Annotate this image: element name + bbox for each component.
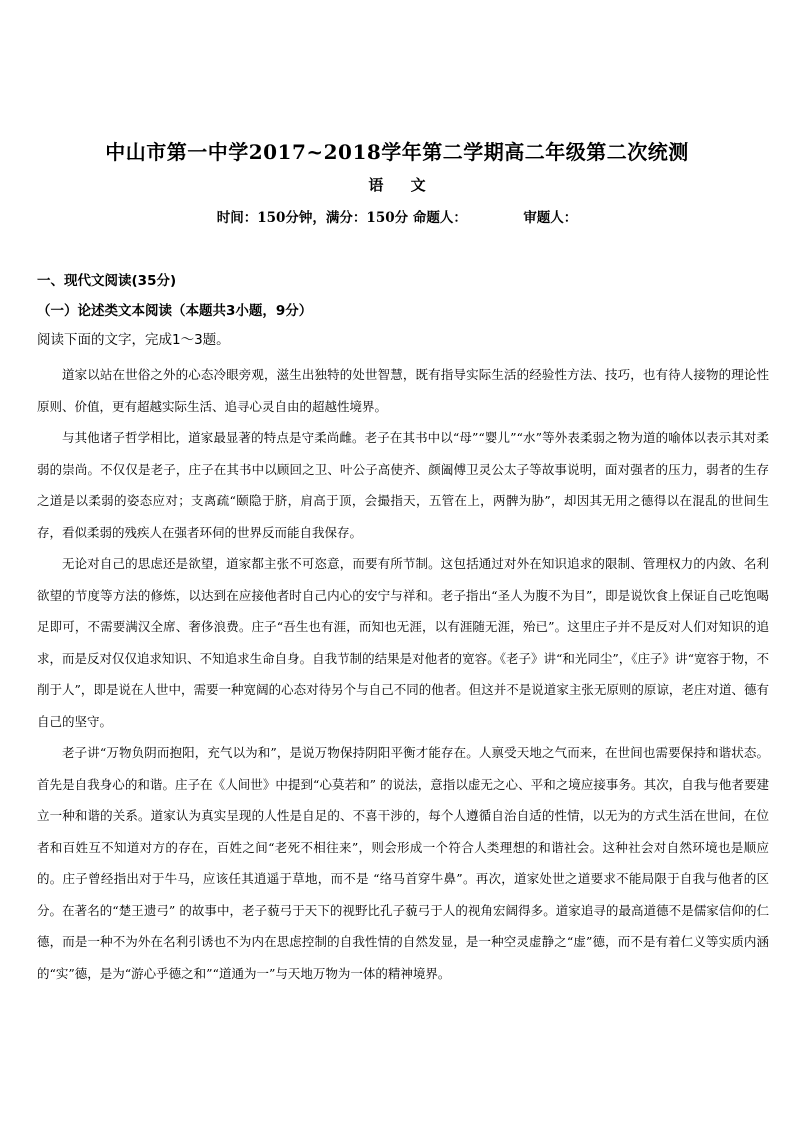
section-heading: 一、现代文阅读(35分) (37, 273, 177, 289)
passage-paragraph-4: 老子讲“万物负阴而抱阳，充气以为和”，是说万物保持阴阳平衡才能存在。人禀受天地之气而来，在世间也需要保持和谐状态。首先是自我身心的和谐。庄子在《人间世》中提到“心莫若和” 的说法，意指以虚无之心、平和之境应接事务。其次，自我与他者要建立一种和谐的关系。道家认为真实呈现的人性是自足的、不喜干涉的，每个人遵循自治自适的性情，以无为的方式生活在世间，在位者和百姓互不知道对方的存在，百姓之间“老死不相往来”，则会形成一个符合人类理想的和谐社会。这种社会对自然环境也是顺应的。庄子曾经指出对于牛马，应该任其逍遥于草地，而不是 “络马首穿牛鼻”。再次，道家处世之道要求不能局限于自我与他者的区分。在著名的“楚王遗弓” 的故事中，老子藐弓于天下的视野比孔子藐弓于人的视角宏阔得多。道家追寻的最高道德不是儒家信仰的仁德，而是一种不为外在名利引诱也不为内在思虑控制的自我性情的自然发显，是一种空灵虚静之“虚”德，而不是有着仁义等实质内涵的“实”德，是为“游心乎德之和”“道通为一”与天地万物为一体的精神境界。 (37, 745, 769, 981)
exam-meta-line (0, 206, 794, 226)
exam-author-label: 命题人： (412, 210, 467, 226)
passage-paragraph-1: 道家以站在世俗之外的心态冷眼旁观，滋生出独特的处世智慧，既有指导实际生活的经验性方法、技巧，也有待人接物的理论性原则、价值，更有超越实际生活、追寻心灵自由的超越性境界。 (37, 367, 769, 414)
passage-paragraph-2: 与其他诸子哲学相比，道家最显著的特点是守柔尚雌。老子在其书中以“母”“婴儿”“水”等外表柔弱之物为道的喻体以表示其对柔弱的崇尚。不仅仅是老子，庄子在其书中以顾回之卫、叶公子高使齐、颜阖傅卫灵公太子等故事说明，面对强者的压力，弱者的生存之道是以柔弱的姿态应对；支离疏“颐隐于脐，肩高于顶，会撮指天，五管在上，两髀为胁”，却因其无用之德得以在混乱的世间生存，看似柔弱的残疾人在强者环伺的世界反而能自我保存。 (37, 430, 769, 540)
reading-instruction: 阅读下面的文字，完成1～3题。 (37, 332, 230, 348)
reading-passage (37, 359, 769, 989)
exam-reviewer-label: 审题人： (523, 210, 578, 226)
exam-time-score: 时间：150分钟，满分：150分 (216, 210, 409, 226)
exam-subject: 语 文 (368, 176, 426, 194)
section-subheading: （一）论述类文本阅读（本题共3小题，9分） (37, 303, 313, 319)
passage-paragraph-3: 无论对自己的思虑还是欲望，道家都主张不可恣意，而要有所节制。这包括通过对外在知识追求的限制、管理权力的内敛、名利欲望的节度等方法的修炼，以达到在应接他者时自己内心的安宁与祥和。老子指出“圣人为腹不为目”，即是说饮食上保证自己吃饱喝足即可，不需要满汉全席、奢侈浪费。庄子“吾生也有涯，而知也无涯，以有涯随无涯，殆已”。这里庄子并不是反对人们对知识的追求，而是反对仅仅追求知识、不知追求生命自身。自我节制的结果是对他者的宽容。《老子》讲“和光同尘”，《庄子》讲“宽容于物，不削于人”，即是说在人世中，需要一种宽阔的心态对待另个与自己不同的他者。但这并不是说道家主张无原则的原谅，老庄对道、德有自己的坚守。 (37, 556, 769, 729)
exam-title: 中山市第一中学2017~2018学年第二学期高二年级第二次统测 (105, 140, 689, 164)
